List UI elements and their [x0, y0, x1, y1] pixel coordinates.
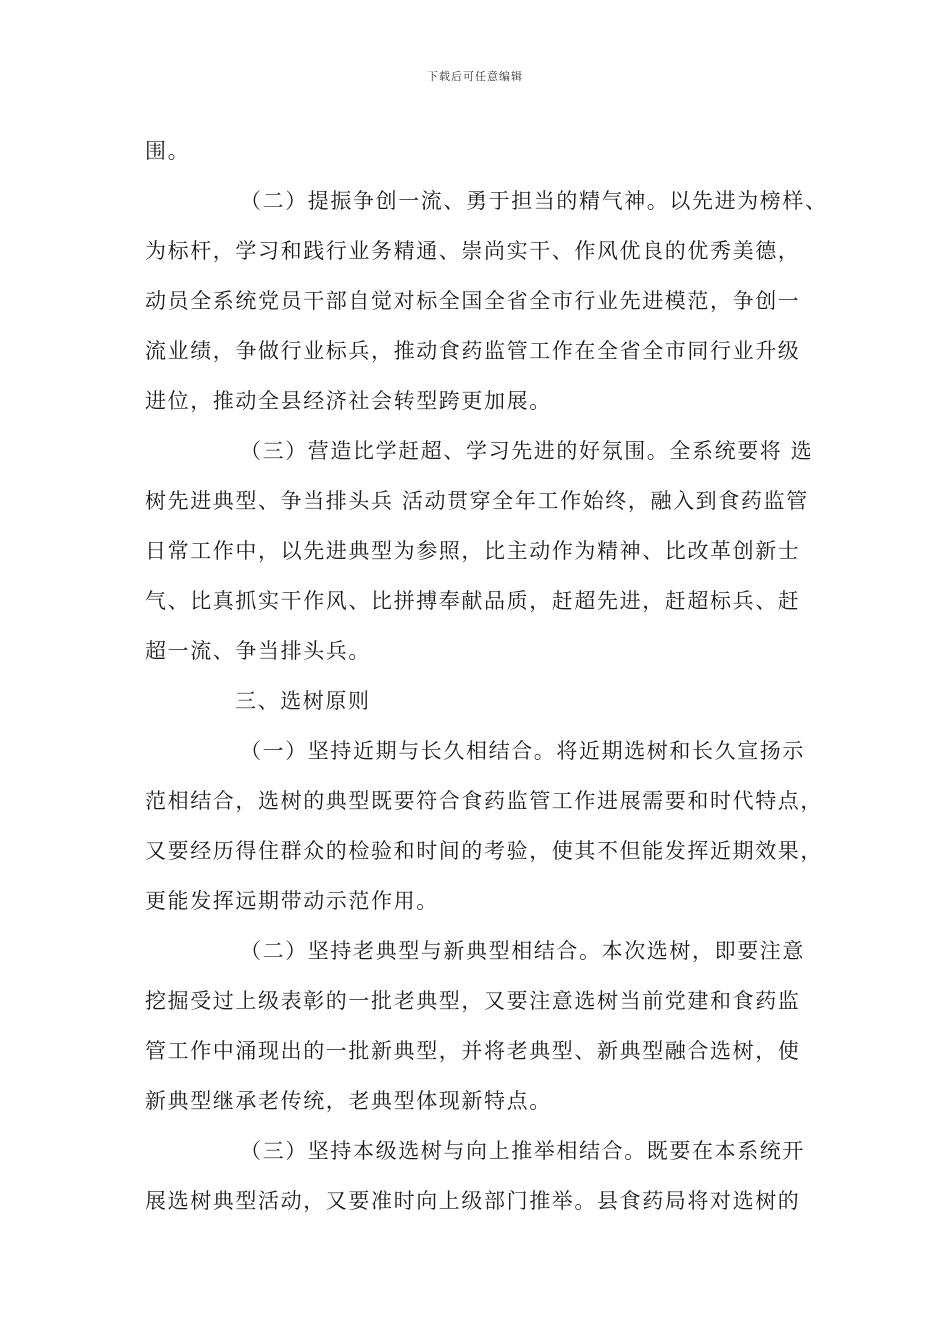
body-line: 气、比真抓实干作风、比拼搏奉献品质，赶超先进，赶超标兵、赶 [145, 589, 801, 613]
paragraph-start: （二）提振争创一流、勇于担当的精气神。以先进为榜样、 [240, 189, 828, 213]
body-line: 范相结合，选树的典型既要符合食药监管工作进展需要和时代特点， [145, 789, 823, 813]
body-line: 流业绩，争做行业标兵，推动食药监管工作在全省全市同行业升级 [145, 339, 801, 363]
paragraph-start: （三）营造比学赶超、学习先进的好氛围。全系统要将 选 [240, 439, 814, 463]
paragraph-start: （二）坚持老典型与新典型相结合。本次选树，即要注意 [240, 939, 805, 963]
body-line: 管工作中涌现出的一批新典型，并将老典型、新典型融合选树，使 [145, 1039, 801, 1063]
section-heading: 三、选树原则 [235, 689, 371, 713]
body-line: 动员全系统党员干部自觉对标全国全省全市行业先进模范，争创一 [145, 289, 801, 313]
paragraph-start: （三）坚持本级选树与向上推举相结合。既要在本系统开 [240, 1139, 805, 1163]
body-line: 挖掘受过上级表彰的一批老典型，又要注意选树当前党建和食药监 [145, 989, 801, 1013]
body-line: 树先进典型、争当排头兵 活动贯穿全年工作始终，融入到食药监管 [145, 489, 809, 513]
body-line: 更能发挥远期带动示范作用。 [145, 889, 439, 913]
body-line: 新典型继承老传统，老典型体现新特点。 [145, 1089, 552, 1113]
body-line: 日常工作中，以先进典型为参照，比主动作为精神、比改革创新士 [145, 539, 801, 563]
body-line: 围。 [145, 139, 191, 163]
body-line: 为标杆，学习和践行业务精通、崇尚实干、作风优良的优秀美德， [145, 239, 801, 263]
body-line: 又要经历得住群众的检验和时间的考验，使其不但能发挥近期效果， [145, 839, 823, 863]
body-line: 进位，推动全县经济社会转型跨更加展。 [145, 389, 552, 413]
body-line: 超一流、争当排头兵。 [145, 639, 371, 663]
paragraph-start: （一）坚持近期与长久相结合。将近期选树和长久宣扬示 [240, 739, 805, 763]
page-header: 下载后可任意编辑 [427, 70, 523, 83]
body-line: 展选树典型活动，又要准时向上级部门推举。县食药局将对选树的 [145, 1189, 801, 1213]
